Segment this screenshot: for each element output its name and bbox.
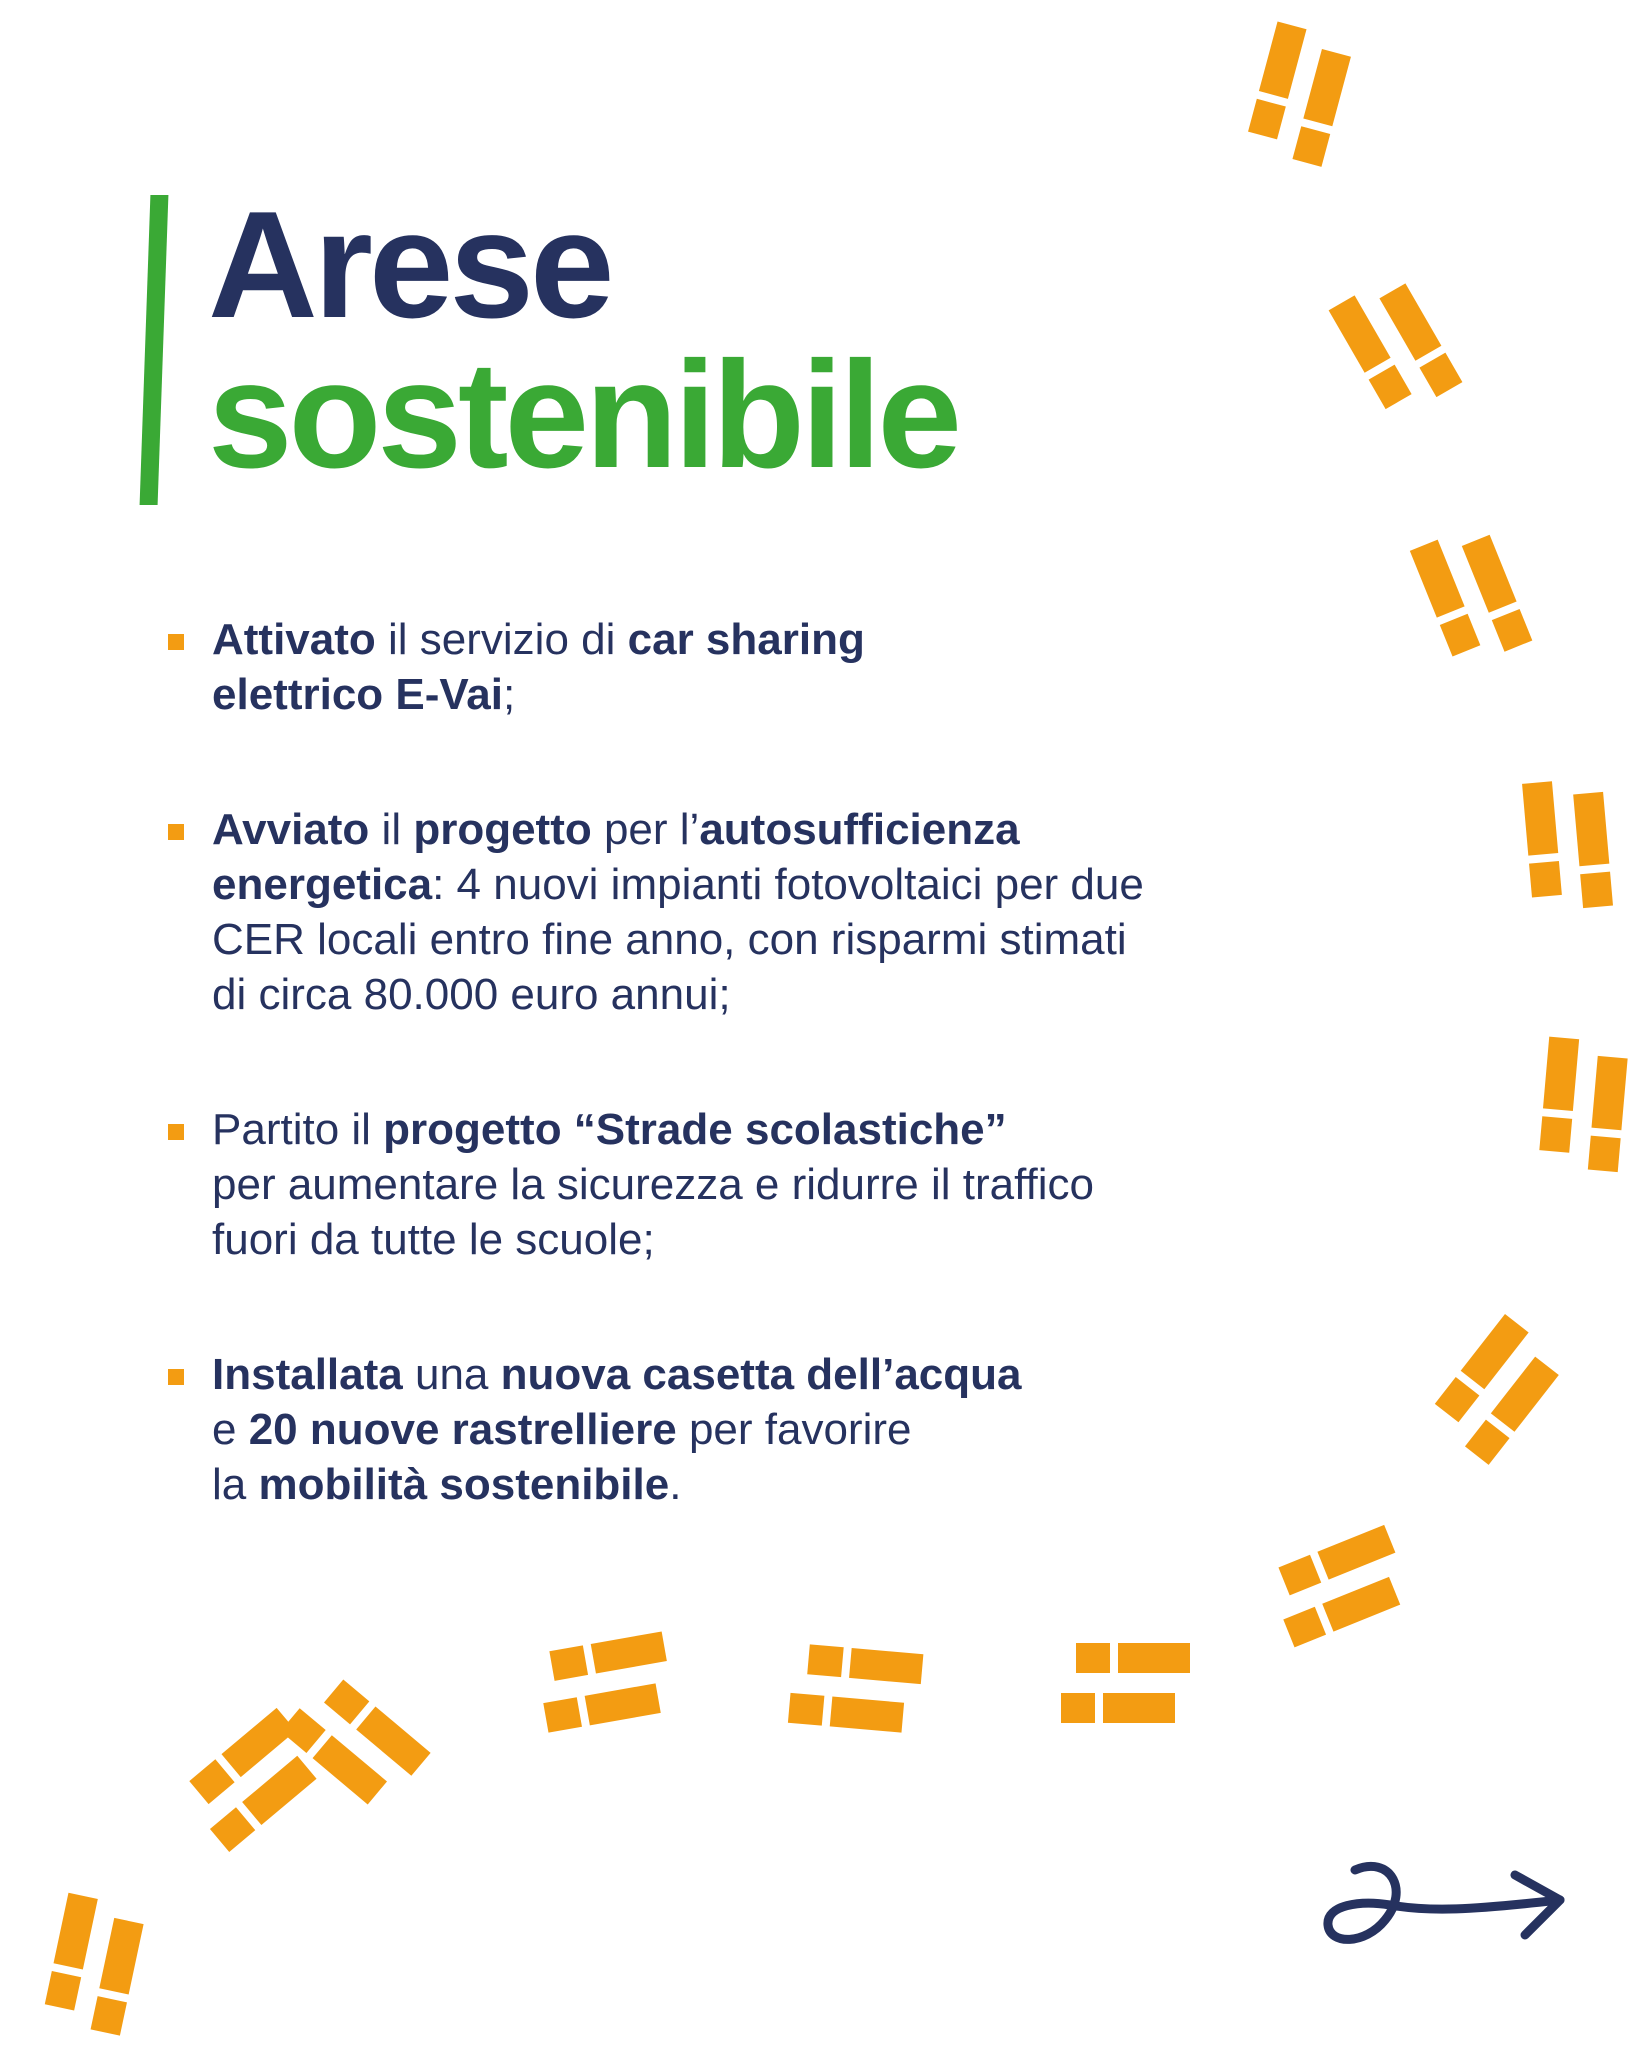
footprint-icon xyxy=(1265,1525,1415,1647)
bullet-text-bold: Installata xyxy=(212,1350,403,1399)
bullet-text: . xyxy=(669,1460,682,1509)
bullet-text-bold: autosufficienza xyxy=(699,805,1020,854)
footprint-icon xyxy=(1061,1643,1190,1723)
bullet-text: per l’ xyxy=(591,805,700,854)
swirl-arrow-icon xyxy=(1320,1850,1570,1970)
footprint-icon xyxy=(1522,777,1613,912)
bullet-text-bold: 20 nuove rastrelliere xyxy=(248,1405,677,1454)
bullet-text: il xyxy=(369,805,414,854)
bullet-text-bold: elettrico E-Vai xyxy=(212,670,504,719)
bullet-text: di circa 80.000 euro annui; xyxy=(212,970,731,1019)
title-line-1: Arese xyxy=(208,180,611,350)
bullet-text-bold: progetto “Strade scolastiche” xyxy=(383,1105,1007,1154)
footprint-icon xyxy=(788,1643,923,1734)
bullet-text: CER locali entro fine anno, con risparmi stimati xyxy=(212,915,1127,964)
bullet-text-bold: Attivato xyxy=(212,615,376,664)
footprint-icon xyxy=(42,1893,147,2036)
bullet-text: Partito il xyxy=(212,1105,384,1154)
footprint-icon xyxy=(1244,22,1355,167)
footprint-icon xyxy=(1538,1037,1629,1172)
bullet-text: per aumentare la sicurezza e ridurre il traffico xyxy=(212,1160,1095,1209)
bullet-text: ; xyxy=(503,670,516,719)
bullet-text-bold: mobilità sostenibile xyxy=(258,1460,670,1509)
footprint-icon xyxy=(1329,270,1463,422)
bullet-text-bold: car sharing xyxy=(627,615,865,664)
footprint-icon xyxy=(535,1631,676,1732)
footprint-icon xyxy=(280,1670,430,1814)
bullet-text-bold: nuova casetta dell’acqua xyxy=(500,1350,1022,1399)
footprint-icon xyxy=(1426,1314,1568,1465)
bullet-text: fuori da tutte le scuole; xyxy=(212,1215,655,1264)
bullet-text: per favorire xyxy=(676,1405,912,1454)
footprint-icon xyxy=(1410,521,1532,671)
title-line-2: sostenibile xyxy=(208,330,958,500)
bullet-text-bold: energetica xyxy=(212,860,433,909)
bullet-text: la xyxy=(212,1460,259,1509)
bullet-text: : 4 nuovi impianti fotovoltaici per due xyxy=(432,860,1144,909)
bullet-text: una xyxy=(402,1350,501,1399)
bullet-text-bold: Avviato xyxy=(212,805,370,854)
bullet-text: e xyxy=(212,1405,249,1454)
bullet-text: il servizio di xyxy=(375,615,628,664)
bullet-text-bold: progetto xyxy=(413,805,592,854)
